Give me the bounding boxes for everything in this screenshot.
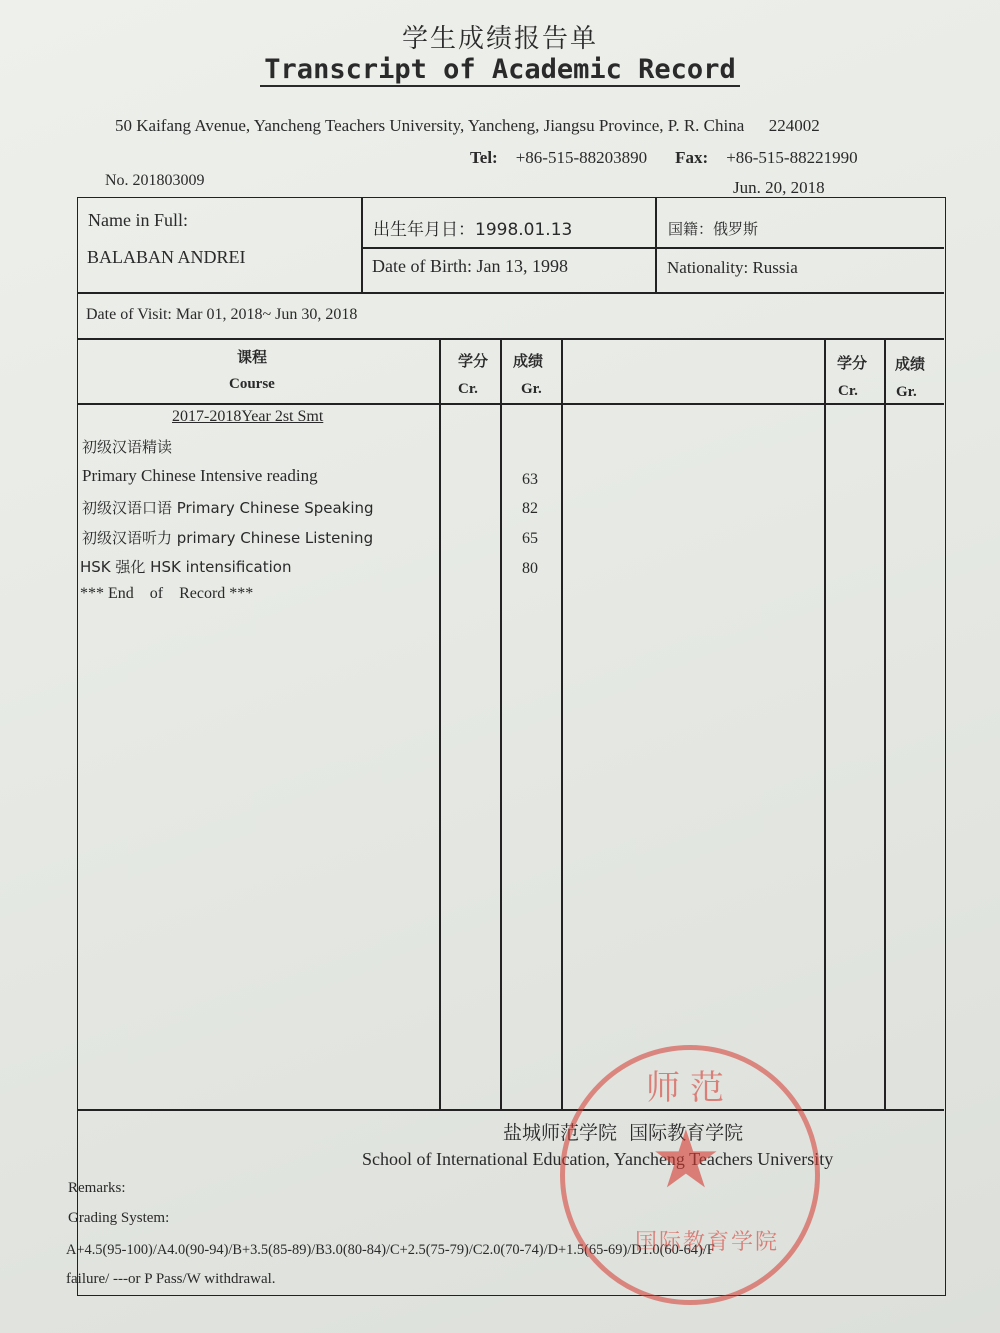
credit-header-cn: 学分 (458, 352, 489, 370)
divider (500, 338, 502, 1110)
credit-header-en-right: Cr. (838, 383, 858, 399)
divider (77, 338, 944, 340)
semester-title: 2017-2018Year 2st Smt (172, 408, 324, 425)
table-row-course: 初级汉语精读 (82, 438, 173, 456)
seal-arc-text: 师范 (646, 1068, 734, 1108)
student-name: BALABAN ANDREI (87, 247, 246, 267)
divider (824, 338, 826, 1110)
table-row-course: 初级汉语听力 primary Chinese Listening (82, 529, 374, 547)
table-row-course: 初级汉语口语 Primary Chinese Speaking (82, 499, 374, 517)
table-row-grade: 65 (522, 530, 538, 547)
grading-scale: A+4.5(95-100)/A4.0(90-94)/B+3.5(85-89)/B3.0(80-84)/C+2.5(75-79)/C2.0(70-74)/D+1.5(65-69)/D1.0(60-64)/F (66, 1242, 715, 1258)
title-chinese: 学生成绩报告单 (401, 24, 598, 54)
dob-english: Date of Birth: Jan 13, 1998 (372, 256, 568, 276)
fax-label: Fax: (675, 148, 709, 167)
address-line (115, 116, 820, 136)
dob-chinese: 出生年月日：1998.01.13 (373, 220, 573, 240)
grade-header-cn: 成绩 (513, 352, 544, 370)
divider (77, 403, 944, 405)
seal-star-icon: ★ (650, 1113, 722, 1206)
remarks-label: Remarks: (68, 1180, 126, 1196)
divider (77, 1109, 944, 1111)
divider (361, 197, 363, 292)
document-date: Jun. 20, 2018 (733, 178, 825, 197)
credit-header-cn-right: 学分 (837, 354, 868, 372)
tel-label: Tel: (470, 148, 498, 167)
divider (884, 338, 886, 1110)
divider (561, 338, 563, 1110)
grade-header-en-right: Gr. (896, 384, 917, 400)
table-row-course: Primary Chinese Intensive reading (82, 466, 318, 485)
title-english (0, 54, 1000, 85)
grade-header-cn-right: 成绩 (895, 355, 926, 373)
divider (361, 247, 944, 249)
name-label: Name in Full: (88, 210, 188, 230)
nationality-chinese: 国籍：俄罗斯 (668, 220, 759, 238)
course-header-en: Course (229, 376, 275, 392)
course-header-cn: 课程 (237, 348, 268, 366)
school-name-english: School of International Education, Yancheng Teachers University (362, 1149, 834, 1169)
contact-line (470, 148, 858, 168)
visit-dates: Date of Visit: Mar 01, 2018~ Jun 30, 2018 (86, 306, 358, 323)
title-english-text: Transcript of Academic Record (260, 54, 739, 87)
table-row-course: HSK 强化 HSK intensification (80, 558, 292, 576)
fax-number: +86-515-88221990 (726, 148, 858, 167)
credit-header-en: Cr. (458, 381, 478, 397)
grading-label: Grading System: (68, 1210, 170, 1226)
school-name-chinese: 盐城师范学院 国际教育学院 (503, 1122, 744, 1144)
tel-number: +86-515-88203890 (515, 148, 648, 167)
document-number: No. 201803009 (105, 172, 205, 189)
divider (655, 197, 657, 292)
table-row-grade: 80 (522, 560, 538, 577)
grade-header-en: Gr. (521, 381, 542, 397)
divider (439, 338, 441, 1110)
nationality-english: Nationality: Russia (667, 258, 798, 277)
postcode: 224002 (768, 116, 820, 135)
address: 50 Kaifang Avenue, Yancheng Teachers University, Yancheng, Jiangsu Province, P. R. China (115, 116, 745, 135)
table-row-grade: 82 (522, 500, 538, 517)
table-row-grade: 63 (522, 471, 538, 488)
seal-inner-text: 国际教育学院 (635, 1230, 780, 1255)
divider (77, 292, 944, 294)
official-seal (560, 1045, 820, 1305)
end-of-record: *** End of Record *** (80, 585, 254, 602)
grading-note: failure/ ---or P Pass/W withdrawal. (66, 1271, 276, 1287)
